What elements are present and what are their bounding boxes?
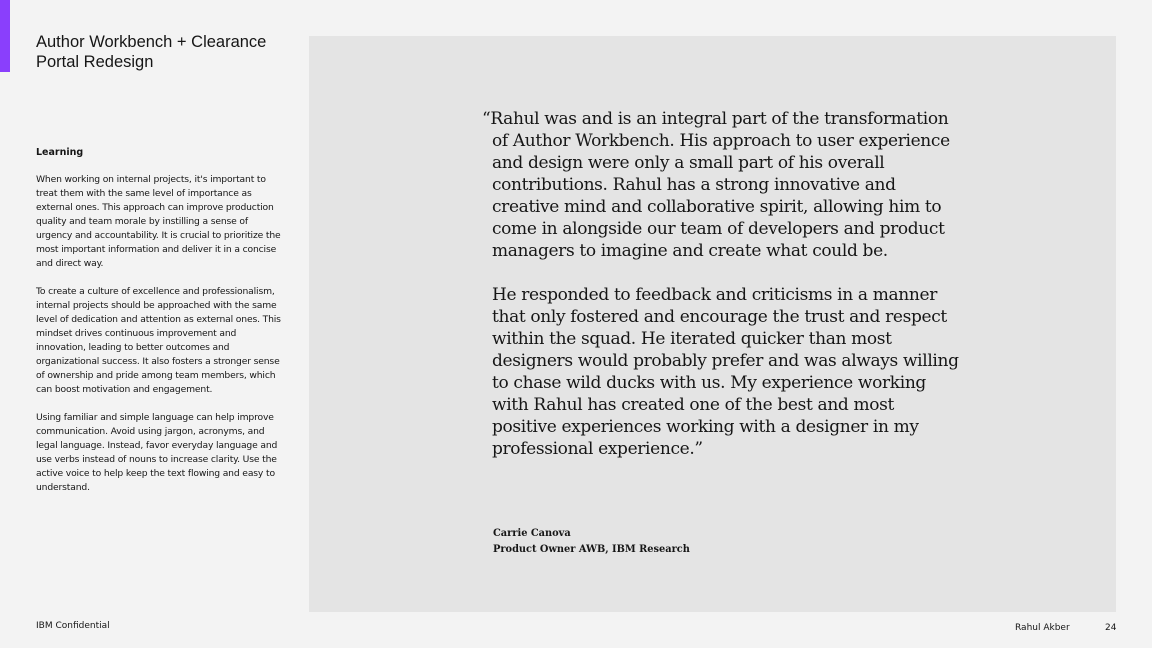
learning-paragraph-2: To create a culture of excellence and professionalism, internal projects should be approached with the same level of dedication and attention as external ones. This mindset drives continuous improvement and innovation, leading to better outcomes and organizational success. It also fosters a stronger sense of ownership and pride among team members, which can boost motivation and engagement. — [36, 286, 281, 395]
testimonial-panel — [309, 36, 1116, 612]
page-title: Author Workbench + Clearance Portal Redesign — [36, 33, 267, 71]
page-number: 24 — [1105, 623, 1117, 633]
footer-author: Rahul Akber — [1015, 623, 1070, 633]
section-heading: Learning — [36, 147, 84, 158]
confidential-label: IBM Confidential — [36, 621, 110, 631]
quote-paragraph-1: “Rahul was and is an integral part of the transformation of Author Workbench. His approach to user experience and design were only a small part of his overall contributions. Rahul has a strong innovative and creative mind and collaborative spirit, allowing him to come in alongside our team of developers and product managers to imagine and create what could be. — [482, 109, 950, 261]
author-name: Carrie Canova — [493, 528, 571, 539]
learning-paragraph-1: When working on internal projects, it's important to treat them with the same level of importance as external ones. This approach can improve production quality and team morale by instilling a sense of urgency and accountability. It is crucial to prioritize the most important information and deliver it in a concise and direct way. — [36, 174, 281, 269]
learning-sidebar — [36, 146, 281, 509]
testimonial-attribution — [493, 526, 690, 558]
testimonial-quote — [482, 108, 962, 482]
author-role: Product Owner AWB, IBM Research — [493, 544, 690, 555]
learning-paragraph-3: Using familiar and simple language can help improve communication. Avoid using jargon, acronyms, and legal language. Instead, favor everyday language and use verbs instead of nouns to increase clarity. Use the active voice to help keep the text flowing and easy to understand. — [36, 412, 278, 493]
accent-bar — [0, 0, 10, 72]
quote-paragraph-2: He responded to feedback and criticisms in a manner that only fostered and encourage the trust and respect within the squad. He iterated quicker than most designers would probably prefer and was always willing to chase wild ducks with us. My experience working with Rahul has created one of the best and most positive experiences working with a designer in my professional experience.” — [492, 285, 959, 459]
